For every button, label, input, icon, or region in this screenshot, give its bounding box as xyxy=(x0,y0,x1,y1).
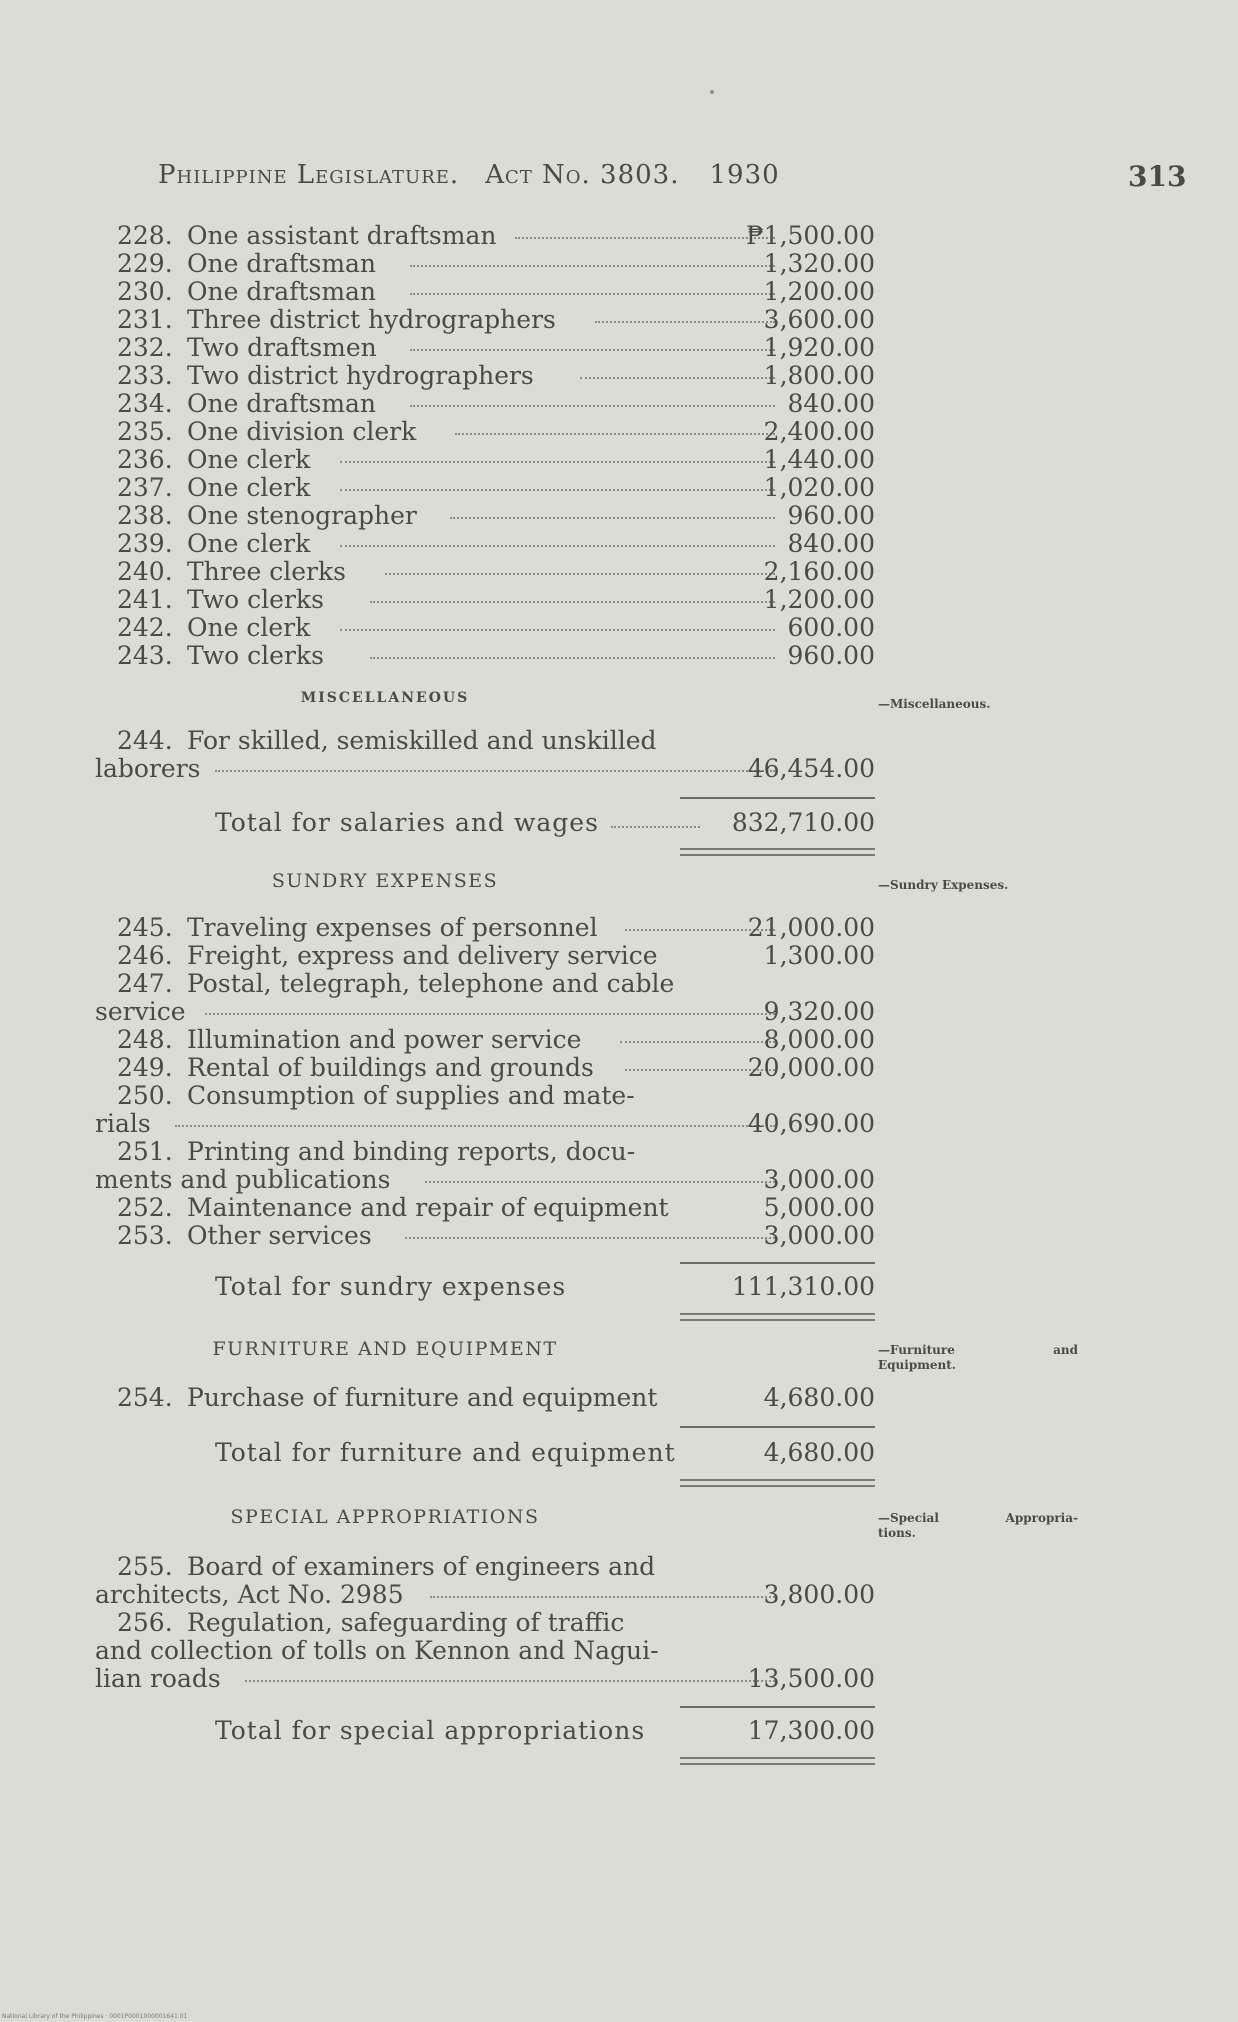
item-number: 236. xyxy=(117,445,173,474)
line-item xyxy=(95,1637,875,1665)
line-item xyxy=(95,474,875,502)
item-number: 246. xyxy=(117,941,173,970)
item-text: Maintenance and repair of equipment xyxy=(187,1193,669,1222)
line-item xyxy=(95,1138,875,1166)
item-text: Illumination and power service xyxy=(187,1025,582,1054)
total-row xyxy=(95,1272,875,1302)
margin-note-part: and xyxy=(1053,1343,1078,1357)
item-number: 231. xyxy=(117,305,173,334)
line-item xyxy=(95,530,875,558)
line-item xyxy=(95,942,875,970)
section-heading-sundry: SUNDRY EXPENSES xyxy=(271,870,499,892)
margin-note-part: —Furniture xyxy=(878,1343,955,1357)
item-number: 240. xyxy=(117,557,173,586)
line-item xyxy=(95,1194,875,1222)
line-item xyxy=(95,1110,875,1138)
item-number: 245. xyxy=(117,913,173,942)
item-amount: 1,300.00 xyxy=(763,941,875,970)
item-text: service xyxy=(95,997,186,1026)
line-item xyxy=(95,727,875,755)
line-item xyxy=(95,1581,875,1609)
item-number: 251. xyxy=(117,1137,173,1166)
item-number: 233. xyxy=(117,361,173,390)
section-heading-miscellaneous: MISCELLANEOUS xyxy=(300,690,470,706)
line-item xyxy=(95,1026,875,1054)
item-amount: 20,000.00 xyxy=(747,1053,875,1082)
total-label: Total for sundry expenses xyxy=(215,1272,567,1301)
line-item xyxy=(95,502,875,530)
item-text: Consumption of supplies and mate- xyxy=(187,1081,635,1110)
item-text: architects, Act No. 2985 xyxy=(95,1580,404,1609)
total-amount: 111,310.00 xyxy=(731,1272,875,1301)
item-number: 229. xyxy=(117,249,173,278)
item-number: 242. xyxy=(117,613,173,642)
item-amount: 46,454.00 xyxy=(747,754,875,783)
item-number: 237. xyxy=(117,473,173,502)
total-amount: 4,680.00 xyxy=(763,1438,875,1467)
item-text: One clerk xyxy=(187,473,311,502)
item-number: 232. xyxy=(117,333,173,362)
item-text: Two draftsmen xyxy=(187,333,377,362)
margin-note-special xyxy=(878,1511,1078,1541)
item-text: Freight, express and delivery service xyxy=(187,941,658,970)
item-text: Board of examiners of engineers and xyxy=(187,1552,656,1581)
header-act: Act No. 3803. xyxy=(485,160,680,190)
item-amount: 840.00 xyxy=(787,529,875,558)
item-amount: 9,320.00 xyxy=(763,997,875,1026)
subtotal-rule xyxy=(680,1706,875,1708)
line-item xyxy=(95,1222,875,1250)
subtotal-rule xyxy=(680,1426,875,1428)
item-number: 234. xyxy=(117,389,173,418)
item-number: 248. xyxy=(117,1025,173,1054)
item-amount: 3,800.00 xyxy=(763,1580,875,1609)
line-item xyxy=(95,642,875,670)
line-item xyxy=(95,390,875,418)
item-number: 244. xyxy=(117,726,173,755)
item-text: One division clerk xyxy=(187,417,417,446)
line-item xyxy=(95,914,875,942)
line-item xyxy=(95,250,875,278)
line-item xyxy=(95,586,875,614)
item-number: 239. xyxy=(117,529,173,558)
item-amount: 1,440.00 xyxy=(763,445,875,474)
item-number: 255. xyxy=(117,1552,173,1581)
total-amount: 832,710.00 xyxy=(731,808,875,837)
item-amount: 4,680.00 xyxy=(763,1383,875,1412)
item-text: One clerk xyxy=(187,613,311,642)
item-text: Two clerks xyxy=(187,641,324,670)
margin-note-part: Equipment. xyxy=(878,1358,956,1372)
item-amount: 1,200.00 xyxy=(763,585,875,614)
item-amount: 1,320.00 xyxy=(763,249,875,278)
line-item xyxy=(95,558,875,586)
line-item xyxy=(95,1082,875,1110)
total-row xyxy=(95,808,875,838)
section-heading-furniture: FURNITURE AND EQUIPMENT xyxy=(212,1338,558,1360)
item-text: Purchase of furniture and equipment xyxy=(187,1383,658,1412)
header-year: 1930 xyxy=(709,160,780,190)
item-number: 250. xyxy=(117,1081,173,1110)
item-text: One draftsman xyxy=(187,249,377,278)
item-text: One draftsman xyxy=(187,389,377,418)
line-item xyxy=(95,222,875,250)
margin-note-miscellaneous: —Miscellaneous. xyxy=(878,697,991,711)
item-amount: 2,160.00 xyxy=(763,557,875,586)
subtotal-rule xyxy=(680,797,875,799)
line-item xyxy=(95,278,875,306)
line-item xyxy=(95,1384,875,1412)
item-amount: 21,000.00 xyxy=(747,913,875,942)
item-text: One assistant draftsman xyxy=(187,221,497,250)
item-amount: 3,000.00 xyxy=(763,1165,875,1194)
item-text: Rental of buildings and grounds xyxy=(187,1053,594,1082)
item-text: ments and publications xyxy=(95,1165,391,1194)
item-text: One clerk xyxy=(187,445,311,474)
item-number: 256. xyxy=(117,1608,173,1637)
item-number: 235. xyxy=(117,417,173,446)
line-item xyxy=(95,446,875,474)
item-amount: 3,000.00 xyxy=(763,1221,875,1250)
item-text: and collection of tolls on Kennon and Nagui- xyxy=(95,1636,659,1665)
item-number: 238. xyxy=(117,501,173,530)
line-item xyxy=(95,1054,875,1082)
item-number: 253. xyxy=(117,1221,173,1250)
page-number: 313 xyxy=(1128,160,1187,193)
item-amount: 3,600.00 xyxy=(763,305,875,334)
page-speck xyxy=(710,90,714,94)
line-item xyxy=(95,970,875,998)
item-text: Three clerks xyxy=(187,557,346,586)
line-item xyxy=(95,614,875,642)
item-amount: 13,500.00 xyxy=(747,1664,875,1693)
total-double-rule xyxy=(680,848,875,856)
item-amount: 840.00 xyxy=(787,389,875,418)
total-amount: 17,300.00 xyxy=(747,1716,875,1745)
total-double-rule xyxy=(680,1479,875,1487)
item-number: 254. xyxy=(117,1383,173,1412)
item-text: One draftsman xyxy=(187,277,377,306)
item-text: Two clerks xyxy=(187,585,324,614)
margin-note-part: Appropria- xyxy=(1005,1511,1078,1525)
line-item xyxy=(95,362,875,390)
item-text: Two district hydrographers xyxy=(187,361,534,390)
item-number: 241. xyxy=(117,585,173,614)
item-amount: 8,000.00 xyxy=(763,1025,875,1054)
line-item xyxy=(95,998,875,1026)
item-amount: 960.00 xyxy=(787,501,875,530)
item-text: laborers xyxy=(95,754,201,783)
total-label: Total for special appropriations xyxy=(215,1716,646,1745)
total-double-rule xyxy=(680,1757,875,1765)
item-number: 228. xyxy=(117,221,173,250)
line-item xyxy=(95,1166,875,1194)
total-row xyxy=(95,1438,875,1468)
item-amount: 40,690.00 xyxy=(747,1109,875,1138)
item-number: 243. xyxy=(117,641,173,670)
scan-footer: National Library of the Philippines · 0001P0001000001641.01 xyxy=(2,2013,188,2020)
margin-note-part: tions. xyxy=(878,1526,916,1540)
item-text: rials xyxy=(95,1109,151,1138)
total-label: Total for furniture and equipment xyxy=(215,1438,676,1467)
running-header xyxy=(158,160,780,190)
item-text: Three district hydrographers xyxy=(187,305,556,334)
total-label: Total for salaries and wages xyxy=(215,808,599,837)
line-item xyxy=(95,755,875,783)
item-text: For skilled, semiskilled and unskilled xyxy=(187,726,657,755)
line-item xyxy=(95,1609,875,1637)
item-text: One stenographer xyxy=(187,501,417,530)
line-item xyxy=(95,418,875,446)
line-item xyxy=(95,1665,875,1693)
line-item xyxy=(95,1553,875,1581)
item-number: 247. xyxy=(117,969,173,998)
item-amount: ₱1,500.00 xyxy=(746,221,875,250)
item-number: 252. xyxy=(117,1193,173,1222)
item-amount: 1,920.00 xyxy=(763,333,875,362)
line-item xyxy=(95,306,875,334)
item-text: Regulation, safeguarding of traffic xyxy=(187,1608,625,1637)
item-amount: 600.00 xyxy=(787,613,875,642)
item-text: Printing and binding reports, docu- xyxy=(187,1137,636,1166)
item-text: Postal, telegraph, telephone and cable xyxy=(187,969,675,998)
line-item xyxy=(95,334,875,362)
margin-note-sundry: —Sundry Expenses. xyxy=(878,878,1009,892)
margin-note-furniture xyxy=(878,1343,1078,1373)
item-text: One clerk xyxy=(187,529,311,558)
item-amount: 1,800.00 xyxy=(763,361,875,390)
total-row xyxy=(95,1716,875,1746)
item-amount: 1,200.00 xyxy=(763,277,875,306)
item-amount: 1,020.00 xyxy=(763,473,875,502)
margin-note-part: —Special xyxy=(878,1511,939,1525)
item-amount: 2,400.00 xyxy=(763,417,875,446)
dot-leader xyxy=(611,826,700,828)
item-amount: 960.00 xyxy=(787,641,875,670)
header-title: Philippine Legislature. xyxy=(158,160,460,190)
section-heading-special: SPECIAL APPROPRIATIONS xyxy=(230,1506,540,1528)
item-number: 249. xyxy=(117,1053,173,1082)
subtotal-rule xyxy=(680,1262,875,1264)
item-text: lian roads xyxy=(95,1664,221,1693)
item-text: Traveling expenses of personnel xyxy=(187,913,598,942)
item-amount: 5,000.00 xyxy=(763,1193,875,1222)
item-text: Other services xyxy=(187,1221,372,1250)
item-number: 230. xyxy=(117,277,173,306)
total-double-rule xyxy=(680,1313,875,1321)
